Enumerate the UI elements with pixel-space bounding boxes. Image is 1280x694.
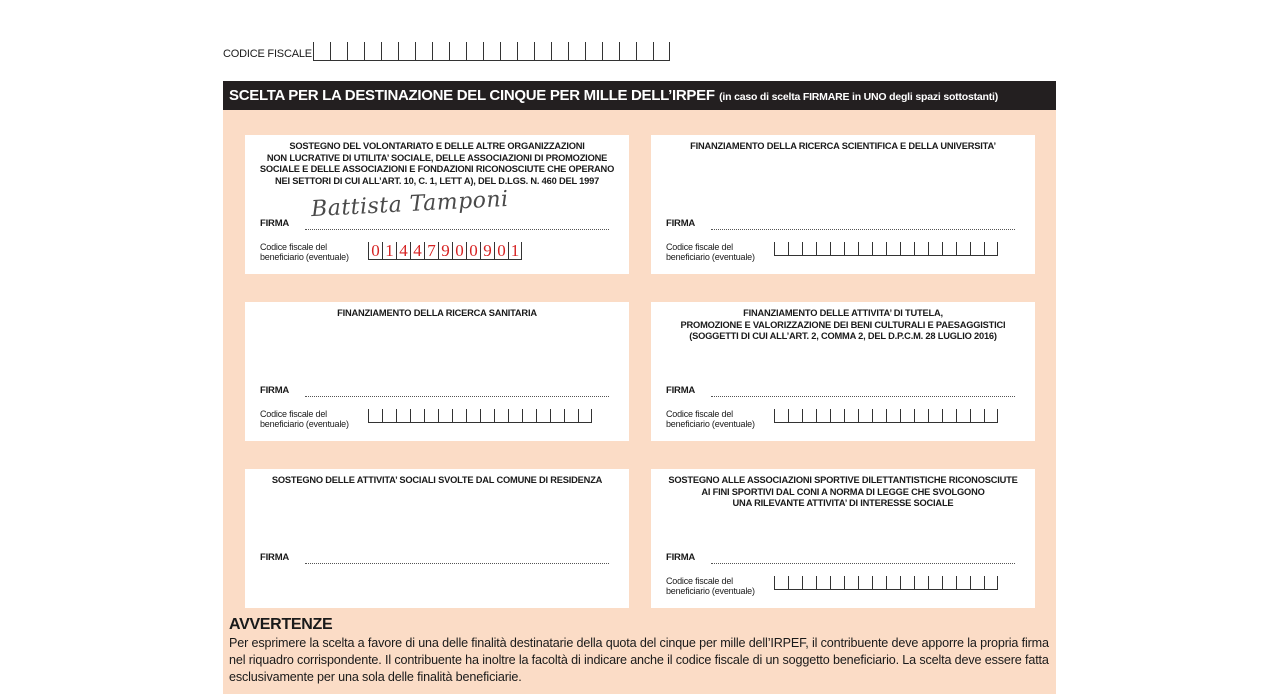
cf-digit: 0 — [466, 242, 480, 260]
selection-panel — [223, 110, 1056, 694]
cf-digit: 9 — [480, 242, 494, 260]
cf-digit: 4 — [396, 242, 410, 260]
cf-beneficiario-label: Codice fiscale del beneficiario (eventuale) — [666, 576, 755, 596]
cf-digit: 0 — [494, 242, 508, 260]
codice-fiscale-label: CODICE FISCALE — [223, 48, 312, 60]
firma-label: FIRMA — [260, 552, 290, 563]
firma-line[interactable] — [305, 229, 609, 230]
cf-beneficiario-label: Codice fiscale del beneficiario (eventuale) — [666, 242, 755, 262]
box-ricerca-sanitaria — [245, 302, 629, 441]
box-beni-culturali — [651, 302, 1035, 441]
cf-beneficiario-input[interactable] — [774, 409, 998, 423]
box-title: SOSTEGNO DEL VOLONTARIATO E DELLE ALTRE ORGANIZZAZIONI NON LUCRATIVE DI UTILITA’ SOCIALE, DELLE ASSOCIAZIONI DI PROMOZIONE SOCIALE E DELLE ASSOCIAZIONI E FONDAZIONI RICONOSCIUTE CHE OPERANO NEI SETTORI DI CUI ALL’ART. 10, C. 1, LETT A), DEL D.LGS. N. 460 DEL 1997 — [259, 141, 615, 186]
cf-beneficiario-label: Codice fiscale del beneficiario (eventuale) — [260, 242, 349, 262]
cf-digit: 0 — [452, 242, 466, 260]
cf-digit: 1 — [508, 242, 522, 260]
box-volontariato — [245, 135, 629, 274]
firma-label: FIRMA — [260, 385, 290, 396]
box-associazioni-sportive — [651, 469, 1035, 608]
avvertenze-title: AVVERTENZE — [229, 616, 333, 633]
firma-label: FIRMA — [260, 218, 290, 229]
cf-beneficiario-input[interactable] — [774, 242, 998, 256]
cf-digit: 9 — [438, 242, 452, 260]
firma-line[interactable] — [305, 563, 609, 564]
firma-label: FIRMA — [666, 385, 696, 396]
box-ricerca-scientifica — [651, 135, 1035, 274]
firma-label: FIRMA — [666, 218, 696, 229]
box-comune-residenza — [245, 469, 629, 608]
cf-beneficiario-label: Codice fiscale del beneficiario (eventuale) — [260, 409, 349, 429]
box-title: FINANZIAMENTO DELLA RICERCA SANITARIA — [337, 308, 537, 318]
box-title: SOSTEGNO DELLE ATTIVITA’ SOCIALI SVOLTE DAL COMUNE DI RESIDENZA — [271, 475, 603, 485]
cf-digit: 4 — [410, 242, 424, 260]
firma-line[interactable] — [305, 396, 609, 397]
section-title: SCELTA PER LA DESTINAZIONE DEL CINQUE PER MILLE DELL’IRPEF — [229, 87, 715, 104]
cf-beneficiario-input[interactable] — [368, 242, 522, 260]
box-title: FINANZIAMENTO DELLE ATTIVITA’ DI TUTELA, PROMOZIONE E VALORIZZAZIONE DEI BENI CULTURALI E PAESAGGISTICI (SOGGETTI DI CUI ALL’ART. 2, COMMA 2, DEL D.P.C.M. 28 LUGLIO 2016) — [680, 308, 1006, 341]
section-header — [223, 81, 1056, 110]
cf-beneficiario-label: Codice fiscale del beneficiario (eventuale) — [666, 409, 755, 429]
codice-fiscale-input[interactable] — [313, 42, 670, 61]
firma-line[interactable] — [711, 563, 1015, 564]
cf-beneficiario-input[interactable] — [774, 576, 998, 590]
handwritten-signature: Battista Tamponi — [310, 186, 510, 223]
cf-beneficiario-input[interactable] — [368, 409, 592, 423]
box-title: FINANZIAMENTO DELLA RICERCA SCIENTIFICA E DELLA UNIVERSITA’ — [690, 141, 996, 151]
firma-line[interactable] — [711, 396, 1015, 397]
firma-label: FIRMA — [666, 552, 696, 563]
avvertenze-text: Per esprimere la scelta a favore di una delle finalità destinatarie della quota del cinque per mille dell’IRPEF, il contribuente deve apporre la propria firma nel riquadro corrispondente. Il contribuente ha inoltre la facoltà di indicare anche il codice fiscale di un soggetto beneficiario. La scelta deve essere fatta esclusivamente per una sola delle finalità beneficiarie. — [229, 636, 1049, 684]
cf-digit: 1 — [382, 242, 396, 260]
firma-line[interactable] — [711, 229, 1015, 230]
cf-digit: 0 — [368, 242, 382, 260]
box-title: SOSTEGNO ALLE ASSOCIAZIONI SPORTIVE DILETTANTISTICHE RICONOSCIUTE AI FINI SPORTIVI DAL CONI A NORMA DI LEGGE CHE SVOLGONO UNA RILEVANTE ATTIVITA’ DI INTERESSE SOCIALE — [668, 475, 1018, 508]
cf-digit: 7 — [424, 242, 438, 260]
section-subtitle: (in caso di scelta FIRMARE in UNO degli spazi sottostanti) — [719, 91, 999, 103]
